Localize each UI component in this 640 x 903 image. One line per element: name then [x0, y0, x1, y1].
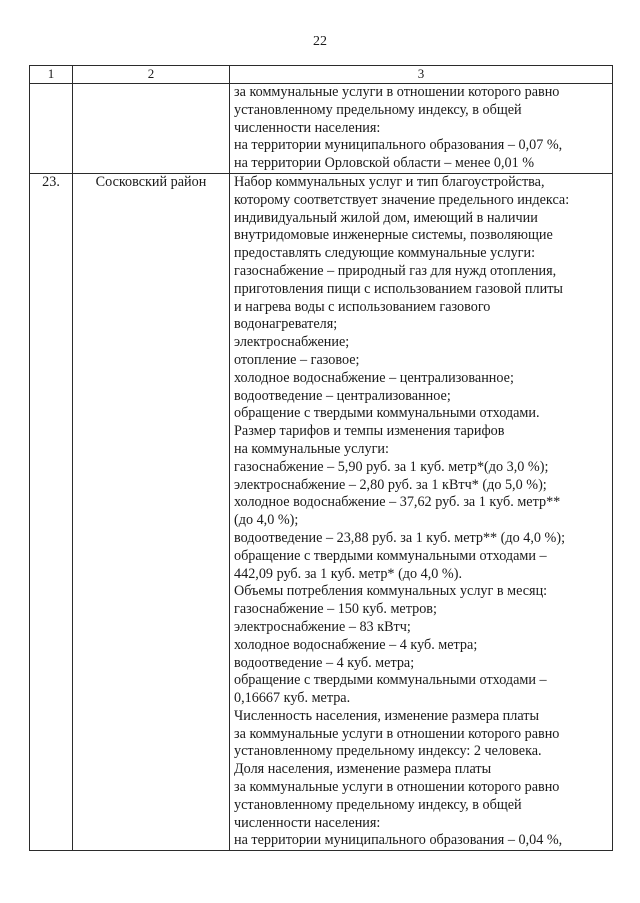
tariff-table: [29, 65, 613, 851]
text-line: численности населения:: [234, 119, 381, 136]
text-line: обращение с твердыми коммунальными отходами.: [234, 405, 540, 422]
text-line: приготовления пищи с использованием газовой плиты: [234, 280, 563, 297]
table-row-continuation: [30, 84, 613, 174]
column-header-2: 2: [73, 66, 230, 84]
text-line: отопление – газовое;: [234, 351, 360, 368]
text-line: Доля населения, изменение размера платы: [234, 761, 492, 778]
text-line: Численность населения, изменение размера платы: [234, 707, 540, 724]
column-header-1: 1: [30, 66, 73, 84]
text-line: Набор коммунальных услуг и тип благоустройства,: [234, 173, 545, 190]
district-name: Сосковский район: [73, 173, 230, 850]
text-line: газоснабжение – 5,90 руб. за 1 куб. метр*(до 3,0 %);: [234, 458, 549, 475]
column-header-3: 3: [230, 66, 613, 84]
text-line: на коммунальные услуги:: [234, 440, 389, 457]
table-header-row: [30, 66, 613, 84]
text-line: 442,09 руб. за 1 куб. метр* (до 4,0 %).: [234, 565, 463, 582]
continuation-text: [230, 84, 612, 173]
text-line: обращение с твердыми коммунальными отходами –: [234, 547, 547, 564]
text-line: за коммунальные услуги в отношении которого равно: [234, 725, 560, 742]
continuation-number-cell: [30, 84, 73, 174]
text-line: установленному предельному индексу, в общей: [234, 101, 522, 118]
text-line: установленному предельному индексу: 2 человека.: [234, 743, 542, 760]
text-line: на территории Орловской области – менее 0,01 %: [234, 155, 535, 172]
text-line: электроснабжение;: [234, 334, 350, 351]
text-line: водоотведение – централизованное;: [234, 387, 451, 404]
text-line: холодное водоснабжение – 37,62 руб. за 1 куб. метр**: [234, 494, 561, 511]
continuation-text-cell: [230, 84, 613, 174]
text-line: внутридомовые инженерные системы, позволяющие: [234, 227, 553, 244]
text-line: Размер тарифов и темпы изменения тарифов: [234, 423, 505, 440]
text-line: (до 4,0 %);: [234, 512, 299, 529]
text-line: установленному предельному индексу, в общей: [234, 796, 522, 813]
row-text: [230, 174, 612, 850]
row-text-cell: [230, 173, 613, 850]
text-line: газоснабжение – природный газ для нужд отопления,: [234, 262, 557, 279]
text-line: холодное водоснабжение – 4 куб. метра;: [234, 636, 478, 653]
page-number: 22: [313, 34, 327, 49]
text-line: электроснабжение – 83 кВтч;: [234, 618, 411, 635]
text-line: на территории муниципального образования – 0,04 %,: [234, 832, 563, 849]
text-line: водоотведение – 23,88 руб. за 1 куб. метр** (до 4,0 %);: [234, 529, 566, 546]
text-line: электроснабжение – 2,80 руб. за 1 кВтч* (до 5,0 %);: [234, 476, 547, 493]
text-line: предоставлять следующие коммунальные услуги:: [234, 245, 536, 262]
text-line: 0,16667 куб. метра.: [234, 690, 351, 707]
text-line: водонагревателя;: [234, 316, 338, 333]
text-line: которому соответствует значение предельного индекса:: [234, 191, 570, 208]
continuation-district-cell: [73, 84, 230, 174]
text-line: водоотведение – 4 куб. метра;: [234, 654, 415, 671]
text-line: холодное водоснабжение – централизованное;: [234, 369, 514, 386]
text-line: за коммунальные услуги в отношении которого равно: [234, 84, 560, 100]
text-line: индивидуальный жилой дом, имеющий в наличии: [234, 209, 538, 226]
text-line: газоснабжение – 150 куб. метров;: [234, 601, 437, 618]
text-line: на территории муниципального образования – 0,07 %,: [234, 137, 563, 154]
text-line: обращение с твердыми коммунальными отходами –: [234, 672, 547, 689]
text-line: численности населения:: [234, 814, 381, 831]
text-line: за коммунальные услуги в отношении которого равно: [234, 779, 560, 796]
row-number: 23.: [30, 173, 73, 850]
table-row-23: [30, 173, 613, 850]
text-line: Объемы потребления коммунальных услуг в месяц:: [234, 583, 548, 600]
text-line: и нагрева воды с использованием газового: [234, 298, 491, 315]
